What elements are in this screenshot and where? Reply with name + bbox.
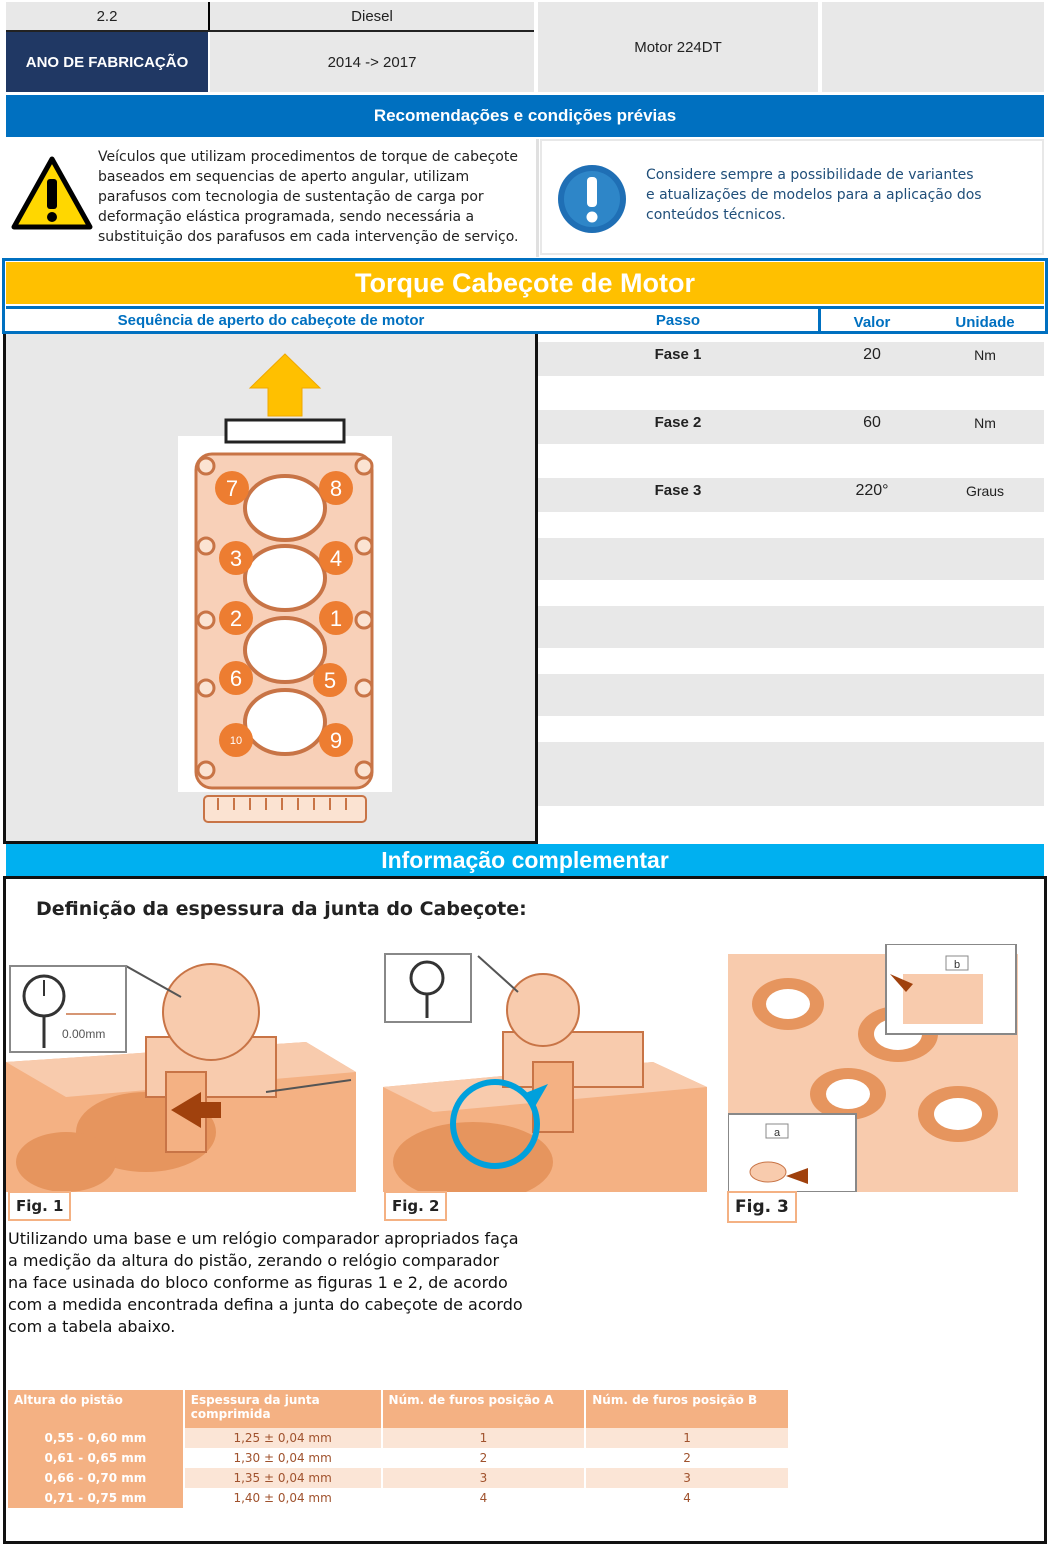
col-unit-text: Unidade: [955, 313, 1015, 331]
fuel-cell: [210, 2, 534, 30]
empty-row: [538, 774, 1044, 806]
gasket-instructions: Utilizando uma base e um relógio comparador apropriados faça a medição da altura do pistão, zerando o relógio comparador na face usinada do bloco conforme as figuras 1 e 2, de acordo com a medida encontrada defina a junta do cabeçote de acordo com a tabela abaixo.: [8, 1229, 523, 1336]
col-value-header: [822, 311, 922, 333]
fig2-illustration: [383, 952, 707, 1192]
fig3-callout-b: b: [954, 959, 961, 971]
torque-step: Fase 3: [654, 481, 702, 499]
complementary-title-text: Informação complementar: [381, 846, 669, 873]
gasket-thickness: 1,35 ± 0,04 mm: [184, 1468, 382, 1488]
gasket-thickness: 1,25 ± 0,04 mm: [184, 1428, 382, 1448]
info-icon: [556, 163, 628, 235]
year-range-cell: [210, 32, 534, 92]
holes-b: 3: [585, 1468, 789, 1488]
fig2-label: Fig. 2: [384, 1191, 447, 1221]
holes-b: 4: [585, 1488, 789, 1508]
torque-title: [6, 262, 1044, 304]
fig3-label: Fig. 3: [727, 1191, 797, 1223]
piston-height: 0,71 - 0,75 mm: [8, 1488, 184, 1508]
holes-a: 2: [382, 1448, 586, 1468]
bolt-number: 6: [229, 666, 243, 691]
warning-text: Veículos que utilizam procedimentos de torque de cabeçote baseados em sequencias de aperto angular, utilizam parafusos com tecnologia de sustentação de carga por deformação elástica programada, sendo necessária a substituição dos parafusos em cada intervenção de serviço.: [98, 149, 519, 245]
torque-step: Fase 1: [654, 345, 702, 363]
warning-box: [6, 139, 534, 255]
torque-unit: Graus: [965, 483, 1005, 499]
torque-value: 60: [863, 414, 881, 431]
engine-text: Motor 224DT: [634, 38, 722, 56]
holes-a: 1: [382, 1428, 586, 1448]
torque-value: 220°: [855, 482, 889, 499]
engine-cell: [538, 2, 818, 92]
empty-row: [538, 538, 1044, 580]
col-step-header: [538, 309, 818, 331]
bolt-number: 5: [323, 668, 337, 693]
col-sequence-text: Sequência de aperto do cabeçote de motor: [117, 311, 425, 329]
recommendations-title-text: Recomendações e condições prévias: [373, 106, 677, 125]
empty-row: [538, 606, 1044, 648]
fig1-illustration: [6, 962, 366, 1192]
version-text: 2.2: [96, 7, 118, 25]
torque-unit: Nm: [974, 415, 996, 431]
holes-a: 3: [382, 1468, 586, 1488]
bolt-number: 10: [229, 735, 243, 747]
bolt-number: 9: [329, 728, 343, 753]
bolt-number: 4: [329, 546, 343, 571]
recommendations-title: [6, 95, 1044, 137]
col-step-text: Passo: [655, 311, 701, 329]
col-sequence-header: [6, 309, 536, 331]
holes-b: 1: [585, 1428, 789, 1448]
bolt-number: 3: [229, 546, 243, 571]
col-value-text: Valor: [853, 313, 891, 331]
gasket-col-header: Núm. de furos posição A: [382, 1390, 586, 1428]
table-row: [8, 1448, 789, 1468]
empty-header-cell: [822, 2, 1044, 92]
dial-gauge-icon: [411, 962, 443, 994]
gasket-thickness: 1,40 ± 0,04 mm: [184, 1488, 382, 1508]
torque-step: Fase 2: [654, 413, 702, 431]
table-row: [8, 1428, 789, 1448]
fig3-callout-a: a: [774, 1127, 781, 1139]
piston-height: 0,55 - 0,60 mm: [8, 1428, 184, 1448]
holes-a: 4: [382, 1488, 586, 1508]
gasket-table: [8, 1390, 790, 1508]
torque-value: 20: [863, 346, 881, 363]
gasket-thickness: 1,30 ± 0,04 mm: [184, 1448, 382, 1468]
cylinder-head-diagram: [174, 350, 396, 826]
info-text: Considere sempre a possibilidade de variantes e atualizações de modelos para a aplicação dos conteúdos técnicos.: [646, 167, 982, 223]
fig1-label: Fig. 1: [8, 1191, 71, 1221]
table-row: [8, 1468, 789, 1488]
torque-title-text: Torque Cabeçote de Motor: [354, 267, 696, 298]
bolt-number: 1: [329, 606, 343, 631]
holes-b: 2: [585, 1448, 789, 1468]
dial-reading: 0.00mm: [62, 1027, 106, 1041]
year-label-text: ANO DE FABRICAÇÃO: [25, 53, 189, 71]
bolt-number: 2: [229, 606, 243, 631]
bolt-number: 8: [329, 476, 343, 501]
gasket-col-header: Altura do pistão: [8, 1390, 184, 1428]
year-label: [6, 32, 208, 92]
piston-height: 0,66 - 0,70 mm: [8, 1468, 184, 1488]
bolt-number: 7: [225, 476, 239, 501]
direction-arrow-icon: [250, 354, 320, 416]
gasket-col-header: Espessura da junta comprimida: [184, 1390, 382, 1428]
col-unit-header: [926, 311, 1044, 333]
fig3-illustration: [728, 944, 1018, 1192]
warning-icon: [10, 155, 94, 231]
piston-height: 0,61 - 0,65 mm: [8, 1448, 184, 1468]
version-cell: [6, 2, 208, 30]
year-range-text: 2014 -> 2017: [327, 53, 417, 71]
empty-row: [538, 674, 1044, 716]
info-box: [540, 139, 1044, 255]
table-row: [8, 1488, 789, 1508]
gasket-col-header: Núm. de furos posição B: [585, 1390, 789, 1428]
complementary-title: [6, 844, 1044, 876]
torque-sequence-diagram: [3, 334, 538, 844]
fuel-text: Diesel: [351, 7, 393, 25]
torque-unit: Nm: [974, 347, 996, 363]
gasket-subtitle: Definição da espessura da junta do Cabeçote:: [36, 898, 527, 920]
